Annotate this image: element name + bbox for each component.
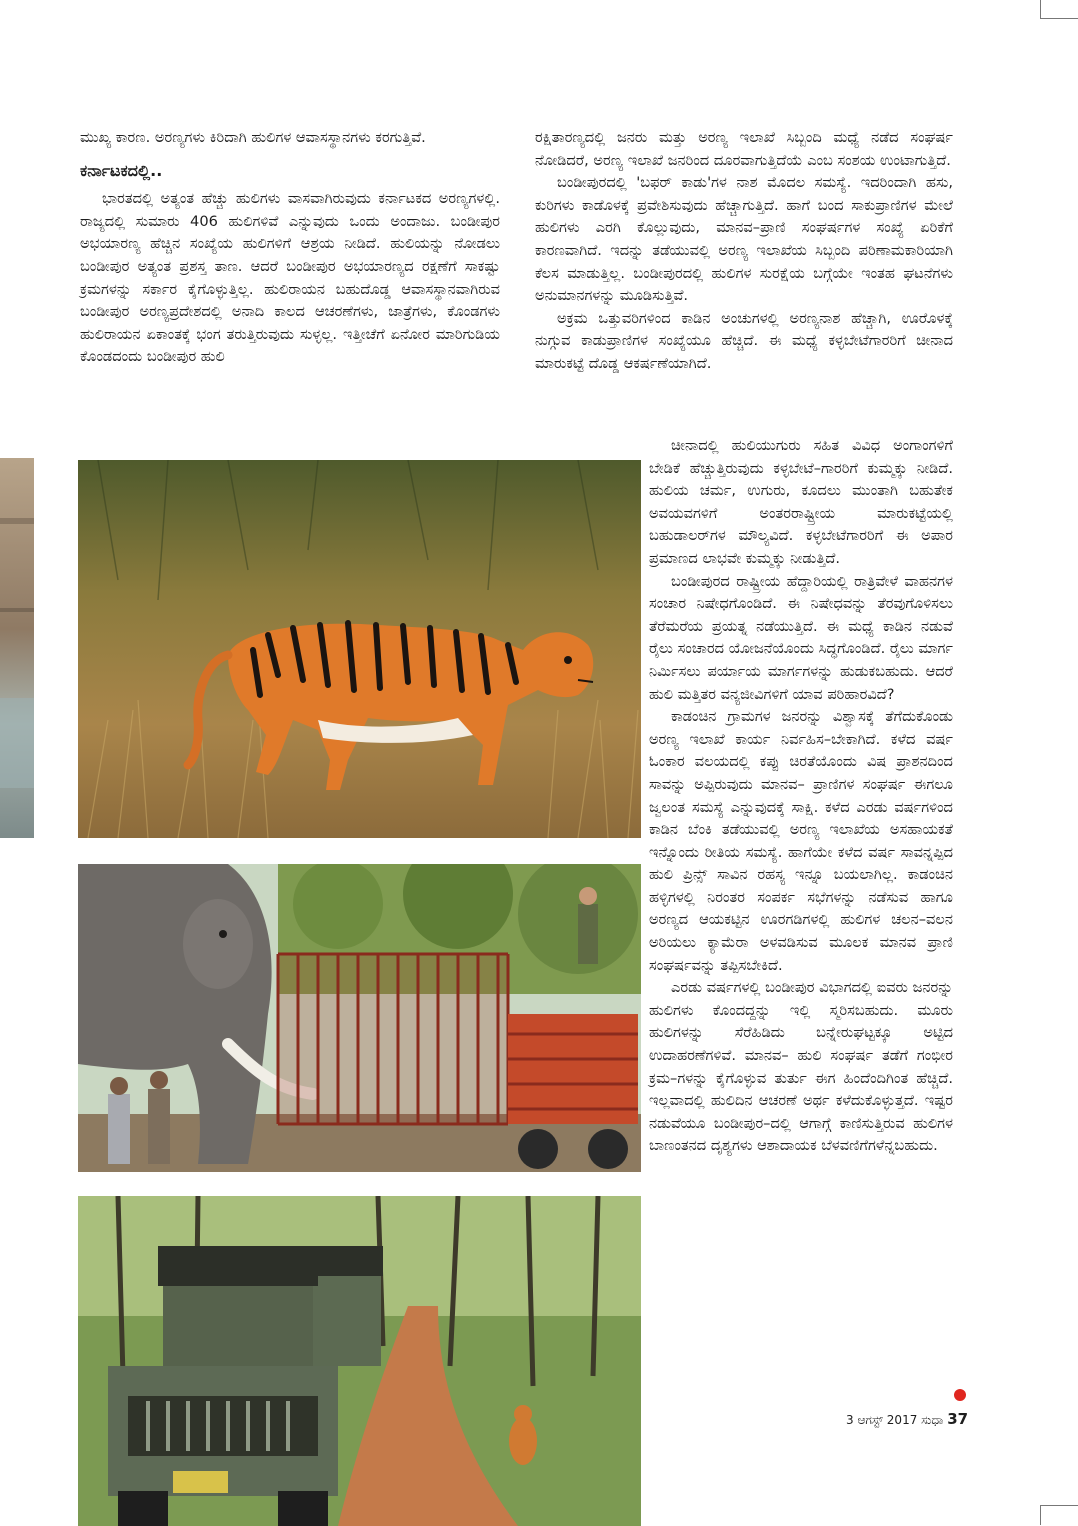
left-para-1: ಭಾರತದಲ್ಲಿ ಅತ್ಯಂತ ಹೆಚ್ಚು ಹುಲಿಗಳು ವಾಸವಾಗಿರುವುದು ಕರ್ನಾಟಕದ ಅರಣ್ಯಗಳಲ್ಲಿ. ರಾಜ್ಯದಲ್ಲಿ ಸುಮಾರು 406 ಹುಲಿಗಳಿವೆ ಎನ್ನುವುದು ಒಂದು ಅಂದಾಜು. ಬಂಡೀಪುರ ಅಭಯಾರಣ್ಯ ಹೆಚ್ಚಿನ ಸಂಖ್ಯೆಯ ಹುಲಿಗಳಿಗೆ ಆಶ್ರಯ ನೀಡಿದೆ. ಹುಲಿಯನ್ನು ನೋಡಲು ಬಂಡೀಪುರ ಅತ್ಯಂತ ಪ್ರಶಸ್ತ ತಾಣ. ಆದರೆ ಬಂಡೀಪುರ ಅಭಯಾರಣ್ಯದ ರಕ್ಷಣೆಗೆ ಸಾಕಷ್ಟು ಕ್ರಮಗಳನ್ನು ಸರ್ಕಾರ ಕೈಗೊಳ್ಳುತ್ತಿಲ್ಲ. ಹುಲಿರಾಯನ ಬಹುದೊಡ್ಡ ಆವಾಸಸ್ಥಾನವಾಗಿರುವ ಬಂಡೀಪುರ ಅರಣ್ಯಪ್ರದೇಶದಲ್ಲಿ ಅನಾದಿ ಕಾಲದ ಆಚರಣೆಗಳು, ಜಾತ್ರೆಗಳು, ಕೊಂಡಗಳು ಹುಲಿರಾಯನ ಏಕಾಂತಕ್ಕೆ ಭಂಗ ತರುತ್ತಿರುವುದು ಸುಳ್ಳಲ್ಲ. ಇತ್ತೀಚೆಗೆ ಏನೋರ ಮಾರಿಗುಡಿಯ ಕೊಂಡದಂದು ಬಂಡೀಪುರ ಹುಲಿ xyxy=(80,190,500,366)
right-para-2: ಅಕ್ರಮ ಒತ್ತುವರಿಗಳಿಂದ ಕಾಡಿನ ಅಂಚುಗಳಲ್ಲಿ ಅರಣ್ಯನಾಶ ಹೆಚ್ಚಾಗಿ, ಊರೊಳಕ್ಕೆ ನುಗ್ಗುವ ಕಾಡುಪ್ರಾಣಿಗಳ ಸಂಖ್ಯೆಯೂ ಹೆಚ್ಚಿದೆ. ಈ ಮಧ್ಯೆ ಕಳ್ಳಬೇಟೆಗಾರರಿಗೆ ಚೀನಾದ ಮಾರುಕಟ್ಟೆ ದೊಡ್ಡ ಆಕರ್ಷಣೆಯಾಗಿದೆ. xyxy=(535,309,953,372)
left-edge-photo xyxy=(0,458,34,838)
jeep-safari-photo xyxy=(78,1196,641,1526)
narrow-para-3: ಎರಡು ವರ್ಷಗಳಲ್ಲಿ ಬಂಡೀಪುರ ವಿಭಾಗದಲ್ಲಿ ಐವರು ಜನರನ್ನು ಹುಲಿಗಳು ಕೊಂದದ್ದನ್ನು ಇಲ್ಲಿ ಸ್ಮರಿಸಬಹುದು. ಮೂರು ಹುಲಿಗಳನ್ನು ಸೆರೆಹಿಡಿದು ಬನ್ನೇರುಘಟ್ಟಕ್ಕೂ ಅಟ್ಟಿದ ಉದಾಹರಣೆಗಳಿವೆ. ಮಾನವ– ಹುಲಿ ಸಂಘರ್ಷ ತಡೆಗೆ ಗಂಭೀರ ಕ್ರಮ–ಗಳನ್ನು ಕೈಗೊಳ್ಳುವ ತುರ್ತು ಈಗ ಹಿಂದೆಂದಿಗಿಂತ ಹೆಚ್ಚಿದೆ. ಇಲ್ಲವಾದಲ್ಲಿ ಹುಲಿದಿನ ಆಚರಣೆ ಅರ್ಥ ಕಳೆದುಕೊಳ್ಳುತ್ತದೆ. ಇಷ್ಟರ ನಡುವೆಯೂ ಬಂಡೀಪುರ–ದಲ್ಲಿ ಆಗಾಗ್ಗೆ ಕಾಣಿಸುತ್ತಿರುವ ಹುಲಿಗಳ ಬಾಣಂತನದ ದೃಶ್ಯಗಳು ಆಶಾದಾಯಕ ಬೆಳವಣಿಗೆಗಳೆನ್ನಬಹುದು. xyxy=(649,979,953,1155)
left-column xyxy=(80,127,500,369)
narrow-para-2: ಕಾಡಂಚಿನ ಗ್ರಾಮಗಳ ಜನರನ್ನು ವಿಶ್ವಾಸಕ್ಕೆ ತೆಗೆದುಕೊಂಡು ಅರಣ್ಯ ಇಲಾಖೆ ಕಾರ್ಯ ನಿರ್ವಹಿಸ–ಬೇಕಾಗಿದೆ. ಕಳೆದ ವರ್ಷ ಓಂಕಾರ ವಲಯದಲ್ಲಿ ಕಪ್ಪು ಚಿರತೆಯೊಂದು ವಿಷ ಪ್ರಾಶನದಿಂದ ಸಾವನ್ನು ಅಪ್ಪಿರುವುದು ಮಾನವ– ಪ್ರಾಣಿಗಳ ಸಂಘರ್ಷ ಈಗಲೂ ಜ್ವಲಂತ ಸಮಸ್ಯೆ ಎನ್ನುವುದಕ್ಕೆ ಸಾಕ್ಷಿ. ಕಳೆದ ಎರಡು ವರ್ಷಗಳಿಂದ ಕಾಡಿನ ಬೆಂಕಿ ತಡೆಯುವಲ್ಲಿ ಅರಣ್ಯ ಇಲಾಖೆಯ ಅಸಹಾಯಕತೆ ಇನ್ನೊಂದು ರೀತಿಯ ಸಮಸ್ಯೆ. ಹಾಗೆಯೇ ಕಳೆದ ವರ್ಷ ಸಾವನ್ನಪ್ಪಿದ ಹುಲಿ ಪ್ರಿನ್ಸ್ ಸಾವಿನ ರಹಸ್ಯ ಇನ್ನೂ ಬಯಲಾಗಿಲ್ಲ. ಕಾಡಂಚಿನ ಹಳ್ಳಿಗಳಲ್ಲಿ ನಿರಂತರ ಸಂಪರ್ಕ ಸಭೆಗಳನ್ನು ನಡೆಸುವ ಹಾಗೂ ಅರಣ್ಯದ ಆಯಕಟ್ಟಿನ ಊರಗಡಿಗಳಲ್ಲಿ ಹುಲಿಗಳ ಚಲನ–ವಲನ ಅರಿಯಲು ಕ್ಯಾಮೆರಾ ಅಳವಡಿಸುವ ಮೂಲಕ ಮಾನವ ಪ್ರಾಣಿ ಸಂಘರ್ಷವನ್ನು ತಪ್ಪಿಸಬೇಕಿದೆ. xyxy=(649,708,953,974)
tiger-photo xyxy=(78,460,641,838)
right-para-0: ರಕ್ಷಿತಾರಣ್ಯದಲ್ಲಿ ಜನರು ಮತ್ತು ಅರಣ್ಯ ಇಲಾಖೆ ಸಿಬ್ಬಂದಿ ಮಧ್ಯೆ ನಡೆದ ಸಂಘರ್ಷ ನೋಡಿದರೆ, ಅರಣ್ಯ ಇಲಾಖೆ ಜನರಿಂದ ದೂರವಾಗುತ್ತಿದೆಯೆ ಎಂಬ ಸಂಶಯ ಉಂಟಾಗುತ್ತಿದೆ. xyxy=(535,129,953,169)
elephant-cage-photo xyxy=(78,864,641,1172)
narrow-para-1: ಬಂಡೀಪುರದ ರಾಷ್ಟ್ರೀಯ ಹೆದ್ದಾರಿಯಲ್ಲಿ ರಾತ್ರಿವೇಳೆ ವಾಹನಗಳ ಸಂಚಾರ ನಿಷೇಧಗೊಂಡಿದೆ. ಈ ನಿಷೇಧವನ್ನು ತೆರವುಗೊಳಿಸಲು ತೆರೆಮರೆಯ ಪ್ರಯತ್ನ ನಡೆಯುತ್ತಿದೆ. ಈ ಮಧ್ಯೆ ಕಾಡಿನ ನಡುವೆ ರೈಲು ಸಂಚಾರದ ಯೋಜನೆಯೊಂದು ಸಿದ್ಧಗೊಂಡಿದೆ. ರೈಲು ಮಾರ್ಗ ನಿರ್ಮಿಸಲು ಪರ್ಯಾಯ ಮಾರ್ಗಗಳನ್ನು ಹುಡುಕಬಹುದು. ಆದರೆ ಹುಲಿ ಮತ್ತಿತರ ವನ್ಯಜೀವಿಗಳಿಗೆ ಯಾವ ಪರಿಹಾರವಿದೆ? xyxy=(649,572,953,703)
page-number: 37 xyxy=(947,1410,969,1428)
narrow-column xyxy=(649,435,953,1158)
end-marker-dot xyxy=(954,1389,966,1401)
crop-mark-bottom-h xyxy=(1040,1505,1078,1506)
section-heading: ಕರ್ನಾಟಕದಲ್ಲಿ.. xyxy=(80,160,163,180)
crop-mark-bottom xyxy=(1040,1505,1041,1525)
right-para-1: ಬಂಡೀಪುರದಲ್ಲಿ 'ಬಫರ್ ಕಾಡು'ಗಳ ನಾಶ ಮೊದಲ ಸಮಸ್ಯೆ. ಇದರಿಂದಾಗಿ ಹಸು, ಕುರಿಗಳು ಕಾಡೊಳಕ್ಕೆ ಪ್ರವೇಶಿಸುವುದು ಹೆಚ್ಚಾಗುತ್ತಿದೆ. ಹಾಗೆ ಬಂದ ಸಾಕುಪ್ರಾಣಿಗಳ ಮೇಲೆ ಹುಲಿಗಳು ಎರಗಿ ಕೊಲ್ಲುವುದು, ಮಾನವ–ಪ್ರಾಣಿ ಸಂಘರ್ಷಗಳ ಸಂಖ್ಯೆ ಏರಿಕೆಗೆ ಕಾರಣವಾಗಿದೆ. ಇದನ್ನು ತಡೆಯುವಲ್ಲಿ ಅರಣ್ಯ ಇಲಾಖೆಯ ಸಿಬ್ಬಂದಿ ಪರಿಣಾಮಕಾರಿಯಾಗಿ ಕೆಲಸ ಮಾಡುತ್ತಿಲ್ಲ. ಬಂಡೀಪುರದಲ್ಲಿ ಹುಲಿಗಳ ಸುರಕ್ಷೆಯ ಬಗ್ಗೆಯೇ ಇಂತಹ ಘಟನೆಗಳು ಅನುಮಾನಗಳನ್ನು ಮೂಡಿಸುತ್ತಿವೆ. xyxy=(535,174,953,305)
crop-mark-top-h xyxy=(1040,18,1078,19)
right-column xyxy=(535,127,953,376)
footer-date: 3 ಆಗಸ್ಟ್ 2017 xyxy=(846,1413,918,1427)
left-para-0: ಮುಖ್ಯ ಕಾರಣ. ಅರಣ್ಯಗಳು ಕಿರಿದಾಗಿ ಹುಲಿಗಳ ಆವಾಸಸ್ಥಾನಗಳು ಕರಗುತ್ತಿವೆ. xyxy=(80,129,426,146)
narrow-para-0: ಚೀನಾದಲ್ಲಿ ಹುಲಿಯುಗುರು ಸಹಿತ ವಿವಿಧ ಅಂಗಾಂಗಳಿಗೆ ಬೇಡಿಕೆ ಹೆಚ್ಚುತ್ತಿರುವುದು ಕಳ್ಳಬೇಟೆ–ಗಾರರಿಗೆ ಕುಮ್ಮಕ್ಕು ನೀಡಿದೆ. ಹುಲಿಯ ಚರ್ಮ, ಉಗುರು, ಕೂದಲು ಮುಂತಾಗಿ ಬಹುತೇಕ ಅವಯವಗಳಿಗೆ ಅಂತರರಾಷ್ಟ್ರೀಯ ಮಾರುಕಟ್ಟೆಯಲ್ಲಿ ಬಹುಡಾಲರ್‌ಗಳ ಮೌಲ್ಯವಿದೆ. ಕಳ್ಳಬೇಟೆಗಾರರಿಗೆ ಈ ಅಪಾರ ಪ್ರಮಾಣದ ಲಾಭವೇ ಕುಮ್ಮಕ್ಕು ನೀಡುತ್ತಿದೆ. xyxy=(649,437,953,567)
page-footer xyxy=(846,1410,968,1428)
footer-magazine: ಸುಧಾ xyxy=(921,1413,944,1427)
crop-mark-top xyxy=(1040,0,1041,18)
